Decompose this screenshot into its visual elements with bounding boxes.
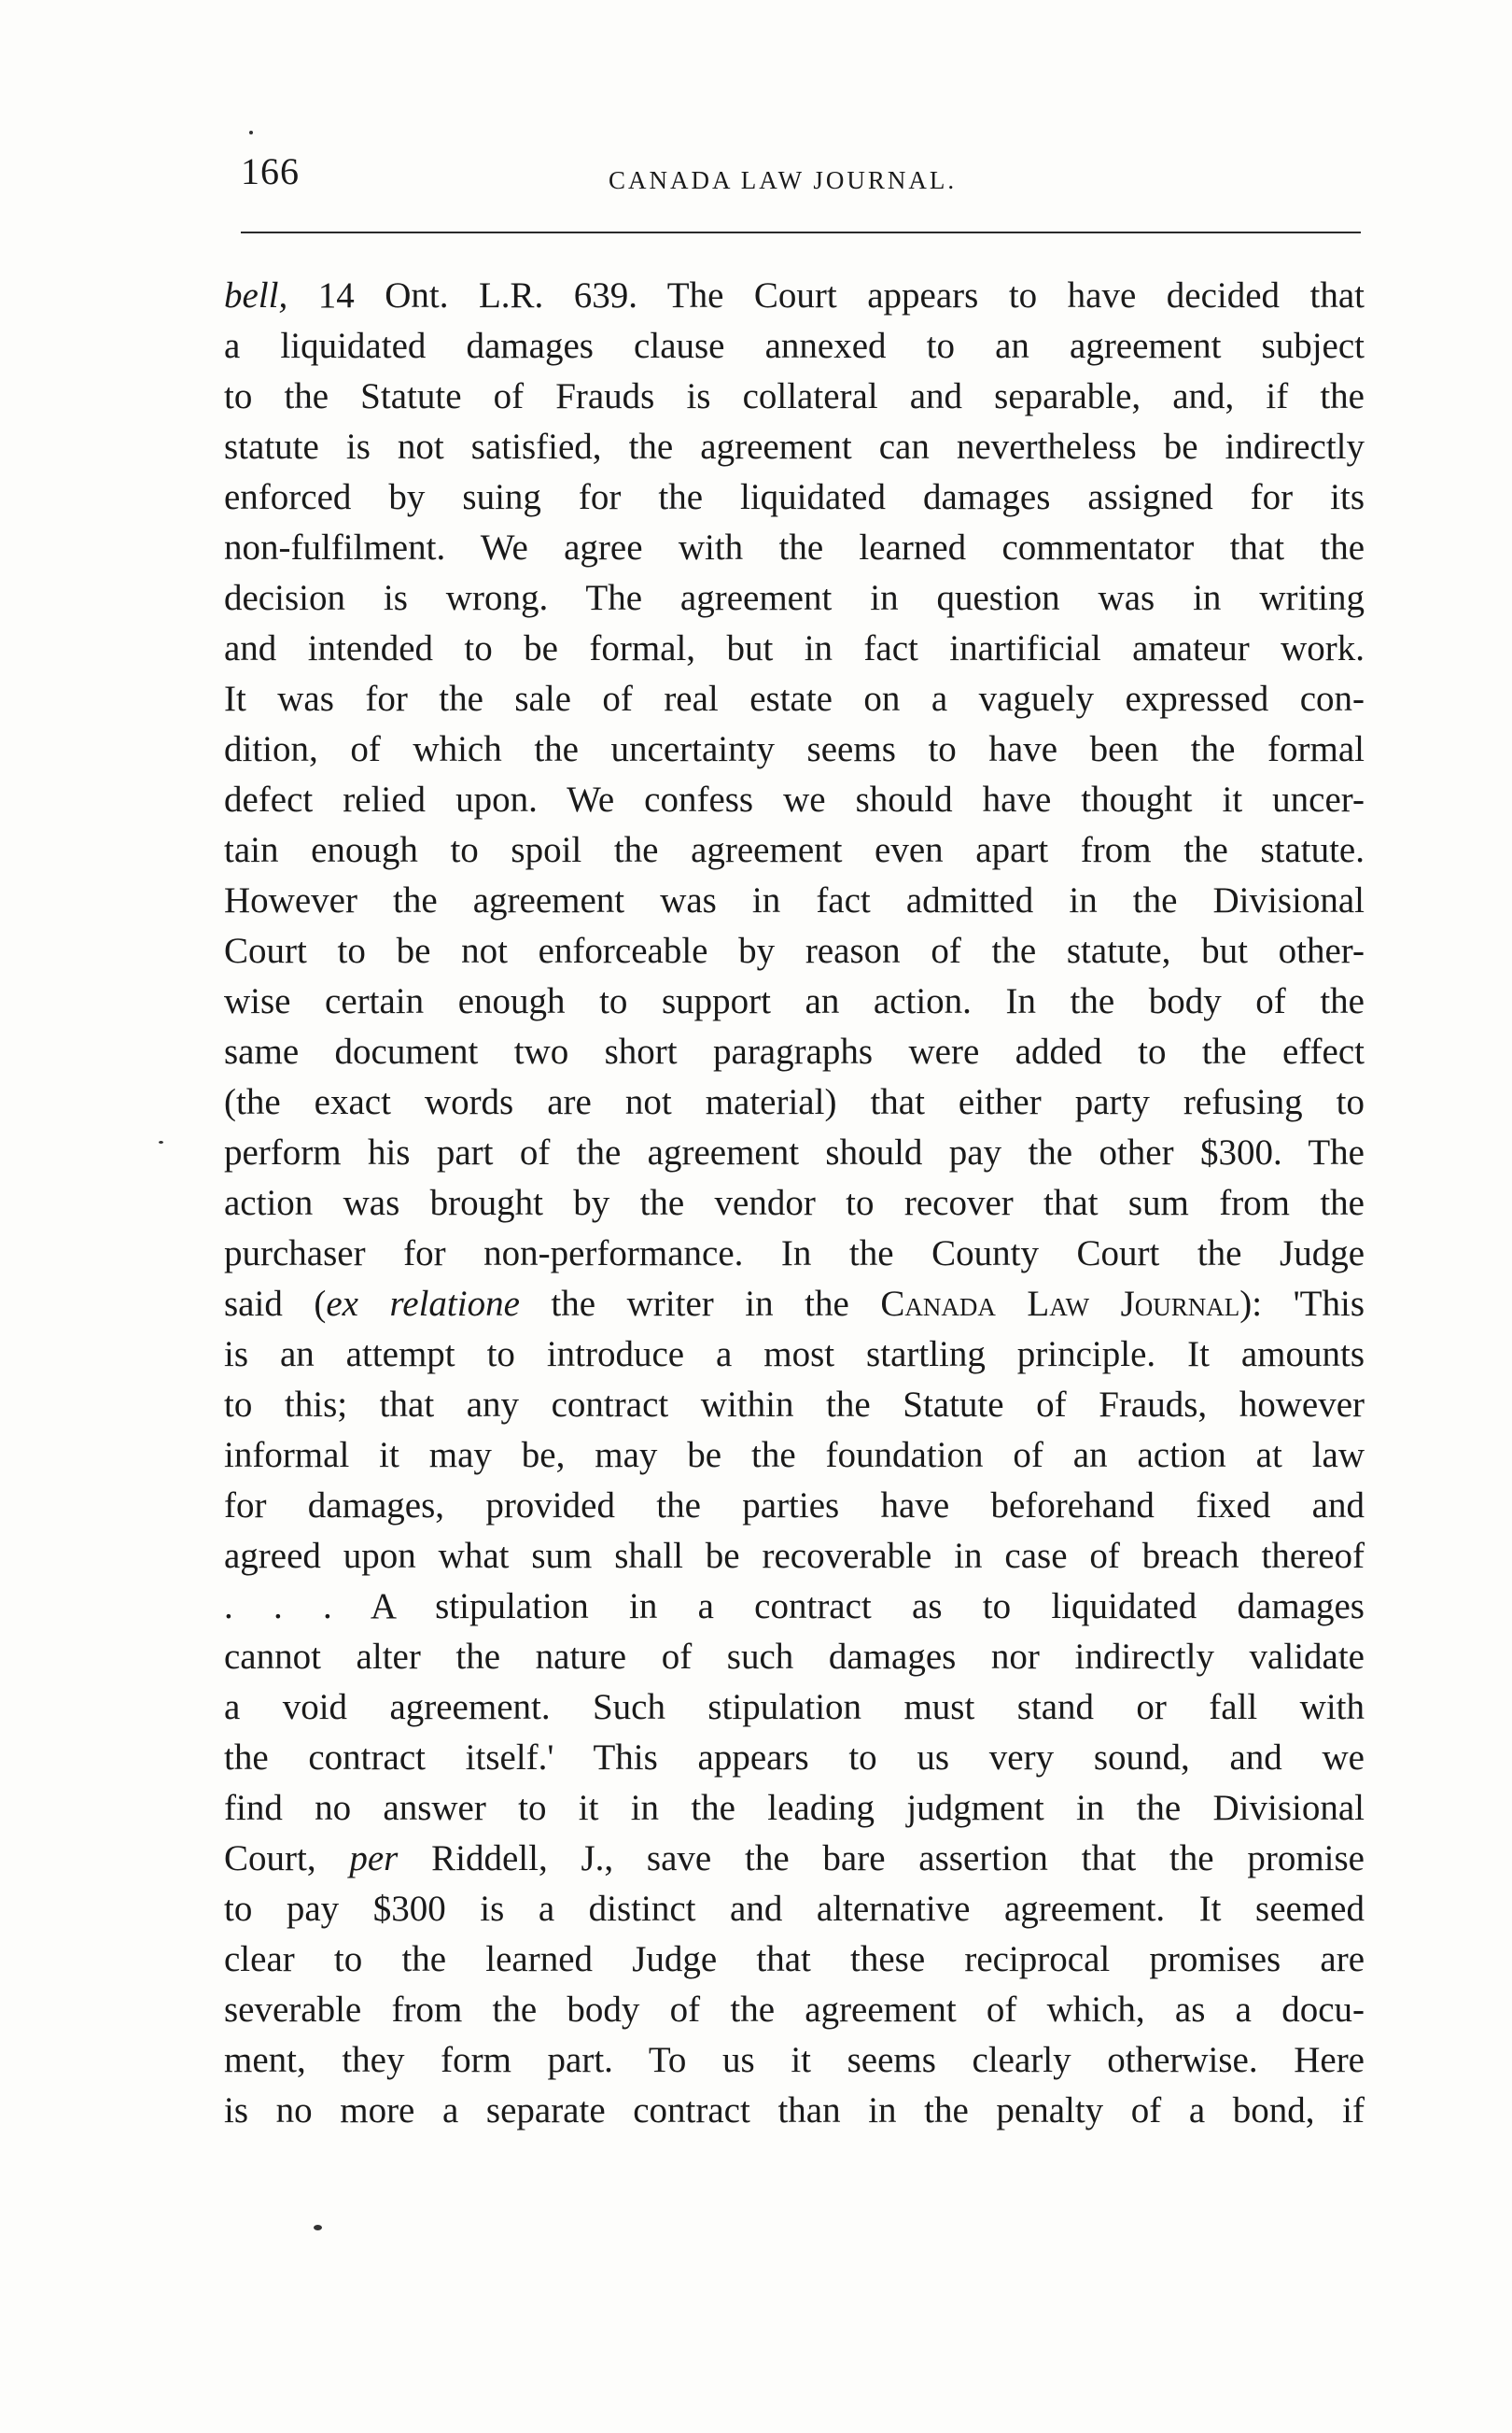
text-line: to this; that any contract within the Statute of Frauds, however <box>224 1385 1365 1425</box>
text-line: Court, per Riddell, J., save the bare assertion that the promise <box>224 1838 1365 1878</box>
body-paragraph <box>224 271 1365 2136</box>
text-line: wise certain enough to support an action. In the body of the <box>224 981 1365 1021</box>
text-line: the contract itself.' This appears to us very sound, and we <box>224 1737 1365 1778</box>
text-line: agreed upon what sum shall be recoverable in case of breach thereof <box>224 1536 1365 1576</box>
running-head-title: CANADA LAW JOURNAL. <box>609 166 958 194</box>
text-line: However the agreement was in fact admitted in the Divisional <box>224 880 1365 921</box>
text-line: a liquidated damages clause annexed to an agreement subject <box>224 326 1365 366</box>
text-line: statute is not satisfied, the agreement can nevertheless be indirectly <box>224 427 1365 467</box>
text-line: tain enough to spoil the agreement even apart from the statute. <box>224 830 1365 870</box>
text-line: (the exact words are not material) that either party refusing to <box>224 1082 1365 1122</box>
text-line: said (ex relatione the writer in the Canada Law Journal): 'This <box>224 1284 1365 1324</box>
text-line: for damages, provided the parties have beforehand fixed and <box>224 1485 1365 1526</box>
text-line: same document two short paragraphs were added to the effect <box>224 1032 1365 1072</box>
text-line: clear to the learned Judge that these reciprocal promises are <box>224 1939 1365 1979</box>
text-line: ment, they form part. To us it seems clearly otherwise. Here <box>224 2040 1365 2080</box>
text-line: to the Statute of Frauds is collateral and separable, and, if the <box>224 376 1365 416</box>
text-line: purchaser for non-performance. In the County Court the Judge <box>224 1233 1365 1273</box>
text-line: non-fulfilment. We agree with the learned commentator that the <box>224 527 1365 568</box>
text-line: enforced by suing for the liquidated damages assigned for its <box>224 477 1365 517</box>
text-line: find no answer to it in the leading judgment in the Divisional <box>224 1788 1365 1828</box>
text-line: It was for the sale of real estate on a vaguely expressed con- <box>224 679 1365 719</box>
text-line: decision is wrong. The agreement in question was in writing <box>224 578 1365 618</box>
text-line: action was brought by the vendor to recover that sum from the <box>224 1183 1365 1223</box>
text-line: to pay $300 is a distinct and alternative agreement. It seemed <box>224 1889 1365 1929</box>
scan-speck <box>249 131 253 134</box>
text-line: . . . A stipulation in a contract as to liquidated damages <box>224 1586 1365 1626</box>
text-line: a void agreement. Such stipulation must stand or fall with <box>224 1687 1365 1727</box>
text-line: perform his part of the agreement should pay the other $300. The <box>224 1132 1365 1173</box>
text-line: bell, 14 Ont. L.R. 639. The Court appears to have decided that <box>224 275 1365 316</box>
text-line: is no more a separate contract than in the penalty of a bond, if <box>224 2090 1365 2131</box>
page-number: 166 <box>241 150 300 192</box>
text-line: informal it may be, may be the foundation of an action at law <box>224 1435 1365 1475</box>
text-line: is an attempt to introduce a most startling principle. It amounts <box>224 1334 1365 1374</box>
text-line: cannot alter the nature of such damages nor indirectly validate <box>224 1637 1365 1677</box>
text-line: Court to be not enforceable by reason of the statute, but other- <box>224 931 1365 971</box>
header-rule <box>241 232 1361 233</box>
text-line: severable from the body of the agreement of which, as a docu- <box>224 1990 1365 2030</box>
text-line: defect relied upon. We confess we should have thought it uncer- <box>224 780 1365 820</box>
text-line: and intended to be formal, but in fact inartificial amateur work. <box>224 628 1365 668</box>
scan-speck <box>314 2225 322 2230</box>
scan-speck <box>159 1141 163 1144</box>
text-line: dition, of which the uncertainty seems to have been the formal <box>224 729 1365 769</box>
